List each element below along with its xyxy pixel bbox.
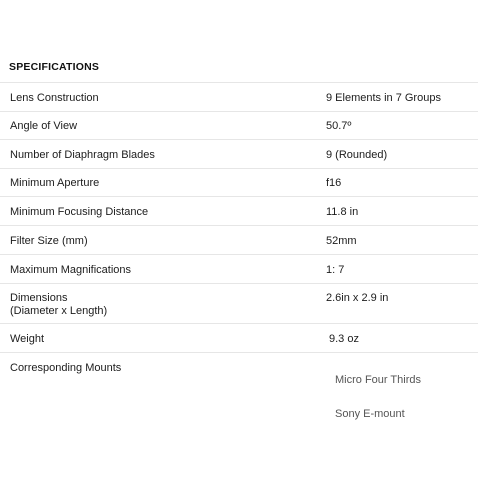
spec-value-weight: 9.3 oz <box>329 333 359 345</box>
spec-label-mounts: Corresponding Mounts <box>10 362 122 374</box>
divider <box>0 168 478 169</box>
divider <box>0 225 478 226</box>
spec-label-filter-size: Filter Size (mm) <box>10 235 88 247</box>
spec-label-angle-of-view: Angle of View <box>10 120 78 132</box>
spec-value-filter-size: 52mm <box>326 235 357 247</box>
spec-value-lens-construction: 9 Elements in 7 Groups <box>326 92 441 104</box>
divider <box>0 82 478 83</box>
divider <box>0 196 478 197</box>
spec-label-min-focusing-distance: Minimum Focusing Distance <box>10 206 149 218</box>
spec-label-diaphragm-blades: Number of Diaphragm Blades <box>10 149 155 161</box>
spec-label-max-magnification: Maximum Magnifications <box>10 264 132 276</box>
spec-label-lens-construction: Lens Construction <box>10 92 99 104</box>
spec-value-minimum-aperture: f16 <box>326 177 342 189</box>
spec-label-dimensions: Dimensions <box>10 292 68 304</box>
spec-label-minimum-aperture: Minimum Aperture <box>10 177 100 189</box>
spec-value-mount: Micro Four Thirds <box>335 374 421 386</box>
divider <box>0 323 478 324</box>
spec-value-angle-of-view: 50.7º <box>326 120 352 132</box>
spec-value-mount: Sony E-mount <box>335 408 405 420</box>
spec-value-max-magnification: 1: 7 <box>326 264 345 276</box>
spec-label-dimensions-detail: (Diameter x Length) <box>10 305 108 317</box>
spec-value-diaphragm-blades: 9 (Rounded) <box>326 149 388 161</box>
spec-value-dimensions: 2.6in x 2.9 in <box>326 292 389 304</box>
divider <box>0 254 478 255</box>
divider <box>0 139 478 140</box>
spec-label-weight: Weight <box>10 333 45 345</box>
divider <box>0 283 478 284</box>
spec-value-min-focusing-distance: 11.8 in <box>326 206 359 218</box>
specifications-heading: SPECIFICATIONS <box>9 61 100 73</box>
divider <box>0 352 478 353</box>
divider <box>0 111 478 112</box>
